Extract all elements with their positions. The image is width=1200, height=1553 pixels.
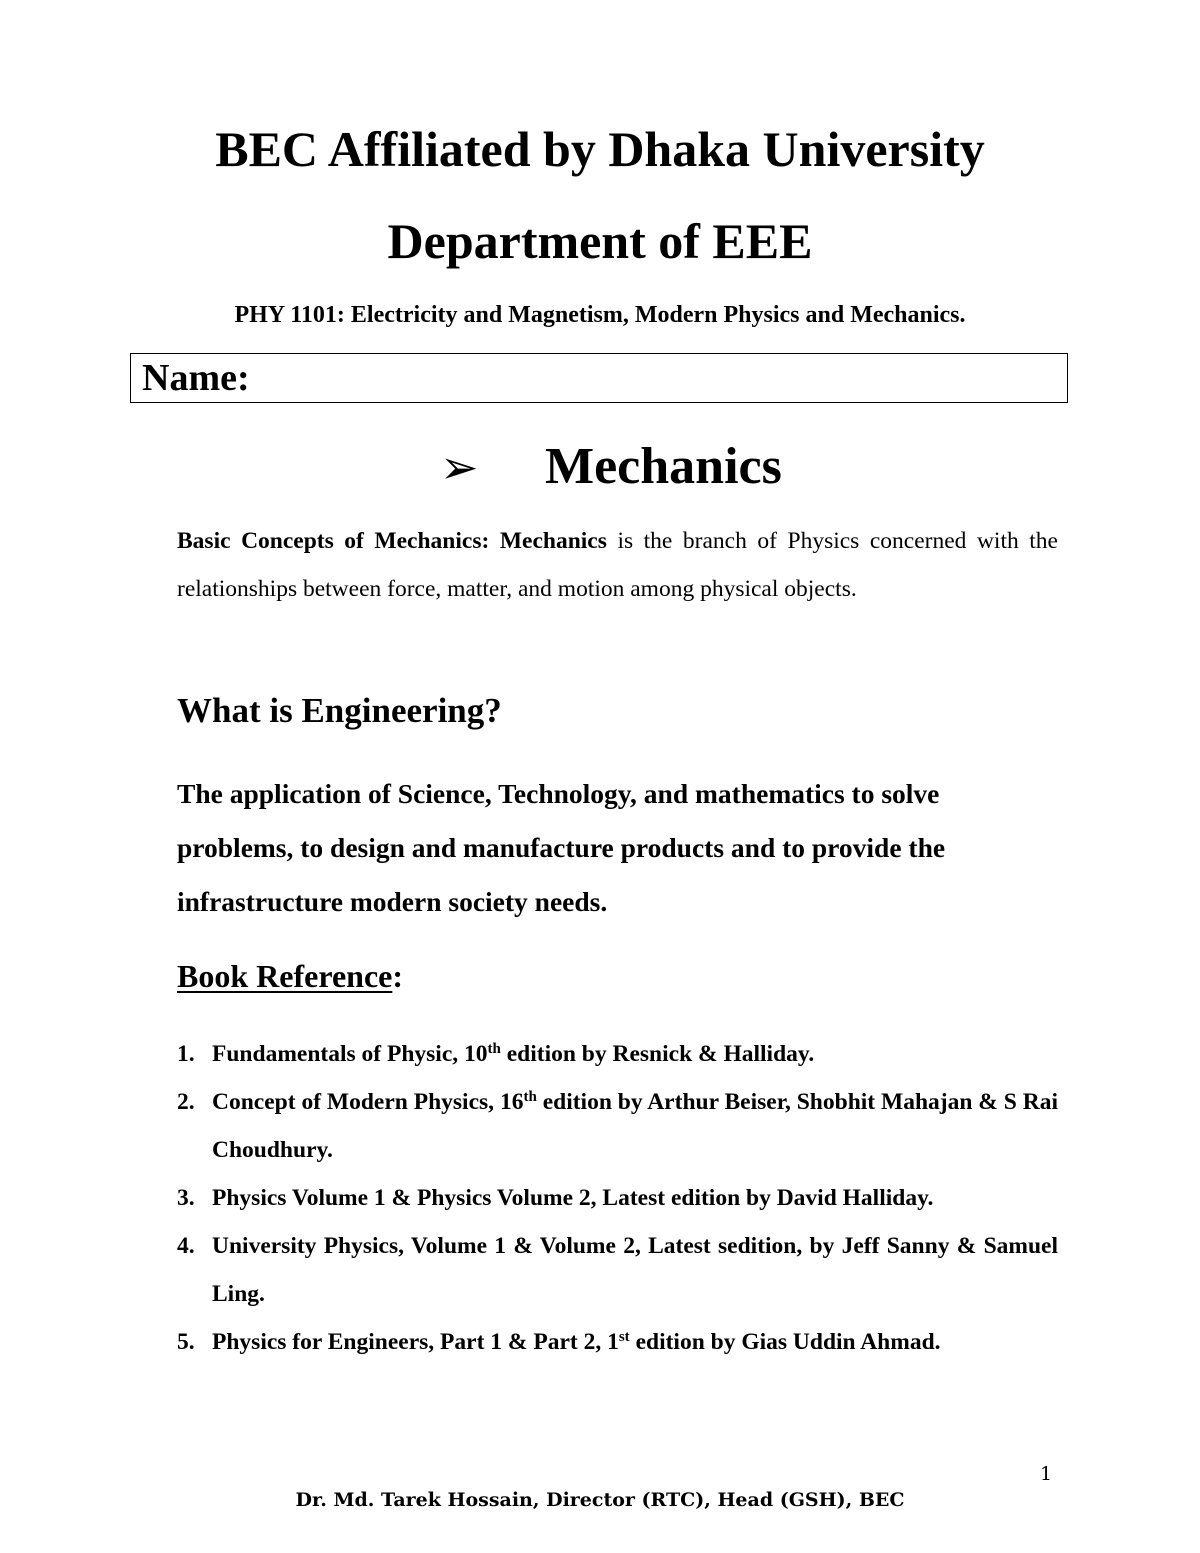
- list-item: [177, 1222, 1058, 1318]
- concepts-term: Mechanics: [499, 528, 607, 554]
- book-reference-heading-text: Book Reference: [177, 958, 393, 994]
- name-field[interactable]: [130, 353, 1068, 403]
- concepts-paragraph: [177, 517, 1058, 613]
- list-item-text: Physics Volume 1 & Physics Volume 2, Latest edition by David Halliday.: [212, 1185, 934, 1211]
- list-item-text: Concept of Modern Physics, 16: [212, 1089, 524, 1115]
- list-item-number: 3.: [177, 1185, 195, 1211]
- list-item: [177, 1030, 1058, 1078]
- list-item-superscript: th: [523, 1089, 537, 1105]
- section-title: Mechanics: [545, 438, 782, 495]
- list-item-text: Physics for Engineers, Part 1 & Part 2, 1: [212, 1329, 619, 1355]
- concepts-text: is the branch of Physics concerned with the relationships between force, matter, and motion among physical objects.: [177, 528, 1058, 602]
- list-item-text: University Physics, Volume 1 & Volume 2, Latest sedition, by Jeff Sanny & Samuel Ling.: [212, 1233, 1058, 1307]
- list-item: [177, 1174, 1058, 1222]
- page-number: 1: [1040, 1463, 1053, 1485]
- list-item-number: 5.: [177, 1329, 195, 1355]
- list-item-number: 1.: [177, 1041, 195, 1067]
- list-item-number: 2.: [177, 1089, 195, 1115]
- book-reference-list: [177, 1030, 1058, 1366]
- list-item-text: edition by Gias Uddin Ahmad.: [629, 1329, 941, 1355]
- course-title: PHY 1101: Electricity and Magnetism, Modern Physics and Mechanics.: [234, 302, 966, 328]
- list-item: [177, 1078, 1058, 1174]
- list-item-superscript: st: [618, 1329, 630, 1345]
- book-reference-heading-colon: :: [392, 958, 403, 994]
- list-item-number: 4.: [177, 1233, 195, 1259]
- concepts-lead: Basic Concepts of Mechanics:: [177, 528, 490, 554]
- list-item-text: edition by Resnick & Halliday.: [500, 1041, 815, 1067]
- engineering-heading: What is Engineering?: [177, 691, 502, 730]
- book-reference-heading: [177, 956, 403, 996]
- department-title: Department of EEE: [387, 213, 813, 269]
- arrow-bullet-icon: ➢: [440, 440, 479, 494]
- list-item-text: edition by Arthur Beiser, Shobhit Mahajan & S Rai Choudhury.: [212, 1089, 1058, 1163]
- footer-author: Dr. Md. Tarek Hossain, Director (RTC), Head (GSH), BEC: [295, 1489, 905, 1511]
- name-label: Name:: [142, 357, 250, 399]
- list-item: [177, 1318, 1058, 1366]
- list-item-superscript: th: [487, 1041, 501, 1057]
- document-title: BEC Affiliated by Dhaka University: [215, 121, 985, 177]
- list-item-text: Fundamentals of Physic, 10: [212, 1041, 488, 1067]
- engineering-definition: The application of Science, Technology, and mathematics to solve problems, to design and manufacture products and to provide the infrastructure modern society needs.: [177, 778, 946, 917]
